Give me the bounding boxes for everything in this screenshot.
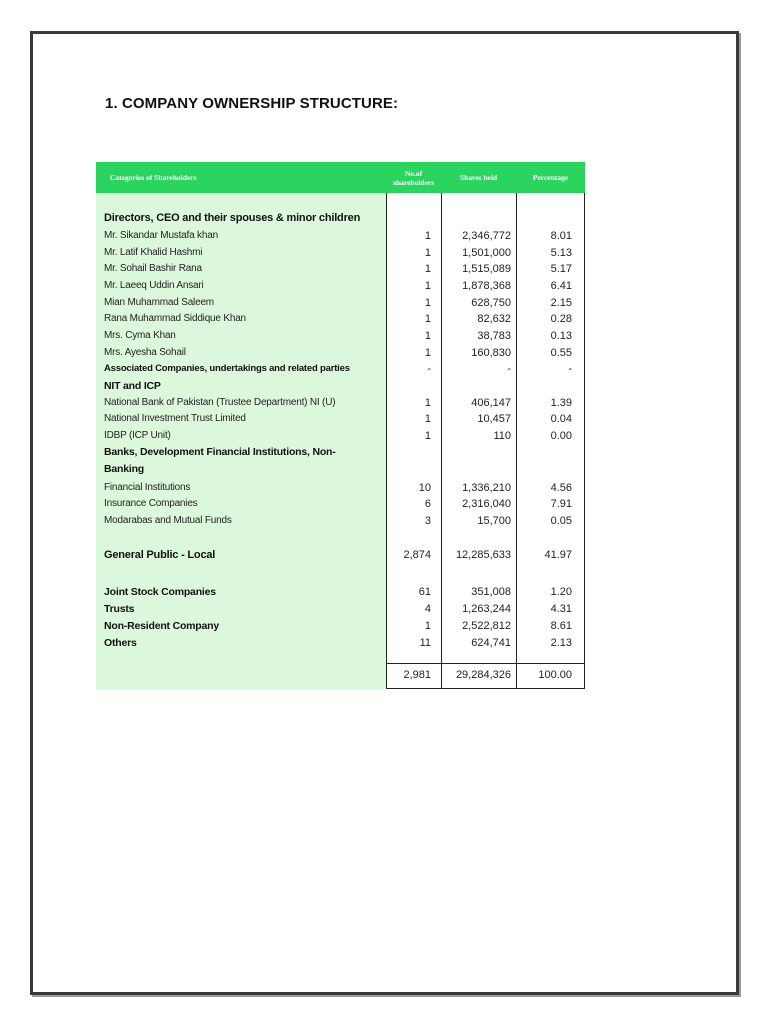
row-shares: 1,336,210 (462, 482, 511, 494)
row-shareholders: 61 (418, 586, 431, 598)
table-row (96, 280, 585, 294)
row-shareholders: 1 (424, 347, 431, 359)
row-percentage: 2.15 (550, 297, 572, 309)
row-percentage: - (568, 363, 572, 375)
row-percentage: 7.91 (550, 498, 572, 510)
total-divider (386, 663, 585, 664)
row-shareholders: 1 (424, 297, 431, 309)
row-shares: 160,830 (471, 347, 511, 359)
row-label: Mrs. Cyma Khan (104, 330, 176, 341)
table-header (96, 162, 585, 193)
row-shareholders: 4 (424, 603, 431, 615)
row-shares: 15,700 (477, 515, 511, 527)
table-row (96, 413, 585, 427)
row-percentage: 0.04 (550, 413, 572, 425)
row-shareholders: 1 (424, 430, 431, 442)
table-row (96, 347, 585, 361)
row-percentage: 2.13 (550, 637, 572, 649)
header-no-of-shareholders: No.of shareholders (392, 168, 435, 187)
row-shareholders: 1 (424, 280, 431, 292)
table-row (96, 603, 585, 617)
table-row (96, 620, 585, 634)
row-shares: 38,783 (477, 330, 511, 342)
header-percentage: Percentage (532, 173, 569, 182)
row-shares: 1,878,368 (462, 280, 511, 292)
row-shares: 628,750 (471, 297, 511, 309)
row-percentage: 6.41 (550, 280, 572, 292)
row-shareholders: 3 (424, 515, 431, 527)
row-percentage: 1.20 (550, 586, 572, 598)
row-shares: - (507, 363, 511, 375)
total-shares: 29,284,326 (455, 669, 511, 681)
header-categories: Categories of Shareholders (110, 173, 197, 182)
row-percentage: 0.05 (550, 515, 572, 527)
page-heading: 1. COMPANY OWNERSHIP STRUCTURE: (105, 95, 399, 112)
table-row (96, 549, 585, 563)
row-label: Banks, Development Financial Institutions, Non- (104, 446, 336, 458)
row-shares: 2,522,812 (462, 620, 511, 632)
table-row (96, 586, 585, 600)
row-percentage: 8.61 (550, 620, 572, 632)
row-shareholders: 1 (424, 313, 431, 325)
row-percentage: 8.01 (550, 230, 572, 242)
table-row (96, 263, 585, 277)
row-shares: 1,263,244 (462, 603, 511, 615)
table-row (96, 247, 585, 261)
table-row (96, 212, 585, 226)
row-shares: 624,741 (471, 637, 511, 649)
table-row (96, 463, 585, 477)
row-label: Mr. Sohail Bashir Rana (104, 263, 202, 274)
row-shares: 1,515,089 (462, 263, 511, 275)
row-shares: 1,501,000 (462, 247, 511, 259)
row-shareholders: 1 (424, 397, 431, 409)
row-label: Directors, CEO and their spouses & minor children (104, 212, 361, 224)
row-label: National Bank of Pakistan (Trustee Department) NI (U) (104, 397, 336, 408)
row-percentage: 0.55 (550, 347, 572, 359)
row-percentage: 4.56 (550, 482, 572, 494)
row-shares: 2,346,772 (462, 230, 511, 242)
table-row (96, 446, 585, 460)
row-label: Mian Muhammad Saleem (104, 297, 214, 308)
row-label: Financial Institutions (104, 482, 191, 493)
row-percentage: 0.00 (550, 430, 572, 442)
row-label: Banking (104, 463, 145, 475)
row-shareholders: 1 (424, 247, 431, 259)
row-shares: 82,632 (477, 313, 511, 325)
table-row (96, 515, 585, 529)
table-row (96, 397, 585, 411)
row-label: General Public - Local (104, 549, 216, 561)
row-label: Rana Muhammad Siddique Khan (104, 313, 246, 324)
row-shareholders: 2,874 (403, 549, 431, 561)
row-percentage: 0.13 (550, 330, 572, 342)
totals-row (96, 669, 585, 683)
row-shares: 351,008 (471, 586, 511, 598)
ownership-table (96, 162, 585, 689)
row-shareholders: 1 (424, 413, 431, 425)
table-row (96, 230, 585, 244)
row-label: Joint Stock Companies (104, 586, 216, 598)
row-label: Mr. Latif Khalid Hashmi (104, 247, 203, 258)
row-shareholders: 11 (419, 637, 431, 649)
row-shareholders: - (427, 363, 431, 375)
table-row (96, 380, 585, 394)
row-shares: 12,285,633 (455, 549, 511, 561)
table-row (96, 330, 585, 344)
row-shareholders: 1 (424, 263, 431, 275)
row-label: Non-Resident Company (104, 620, 220, 632)
row-shares: 406,147 (471, 397, 511, 409)
row-percentage: 4.31 (550, 603, 572, 615)
row-percentage: 41.97 (544, 549, 572, 561)
row-label: Associated Companies, undertakings and related parties (104, 363, 350, 374)
bottom-border (386, 688, 585, 689)
table-row (96, 498, 585, 512)
table-row (96, 363, 585, 377)
row-shares: 2,316,040 (462, 498, 511, 510)
row-percentage: 1.39 (550, 397, 572, 409)
row-shareholders: 1 (424, 620, 431, 632)
table-row (96, 637, 585, 651)
row-percentage: 0.28 (550, 313, 572, 325)
row-label: NIT and ICP (104, 380, 161, 392)
row-shareholders: 1 (424, 330, 431, 342)
row-label: Mrs. Ayesha Sohail (104, 347, 186, 358)
row-shareholders: 10 (418, 482, 431, 494)
header-shares-held: Shares held (459, 173, 498, 182)
table-row (96, 430, 585, 444)
row-label: IDBP (ICP Unit) (104, 430, 171, 441)
row-shares: 110 (493, 430, 511, 442)
row-label: Mr. Laeeq Uddin Ansari (104, 280, 204, 291)
row-percentage: 5.17 (550, 263, 572, 275)
row-label: Trusts (104, 603, 135, 615)
row-shares: 10,457 (477, 413, 511, 425)
row-label: Others (104, 637, 137, 649)
row-label: Insurance Companies (104, 498, 198, 509)
row-shareholders: 1 (424, 230, 431, 242)
row-shareholders: 6 (424, 498, 431, 510)
row-label: Mr. Sikandar Mustafa khan (104, 230, 218, 241)
total-shareholders: 2,981 (403, 669, 431, 681)
total-percentage: 100.00 (538, 669, 572, 681)
table-row (96, 297, 585, 311)
row-label: Modarabas and Mutual Funds (104, 515, 232, 526)
table-row (96, 482, 585, 496)
row-label: National Investment Trust Limited (104, 413, 246, 424)
table-row (96, 313, 585, 327)
row-percentage: 5.13 (550, 247, 572, 259)
